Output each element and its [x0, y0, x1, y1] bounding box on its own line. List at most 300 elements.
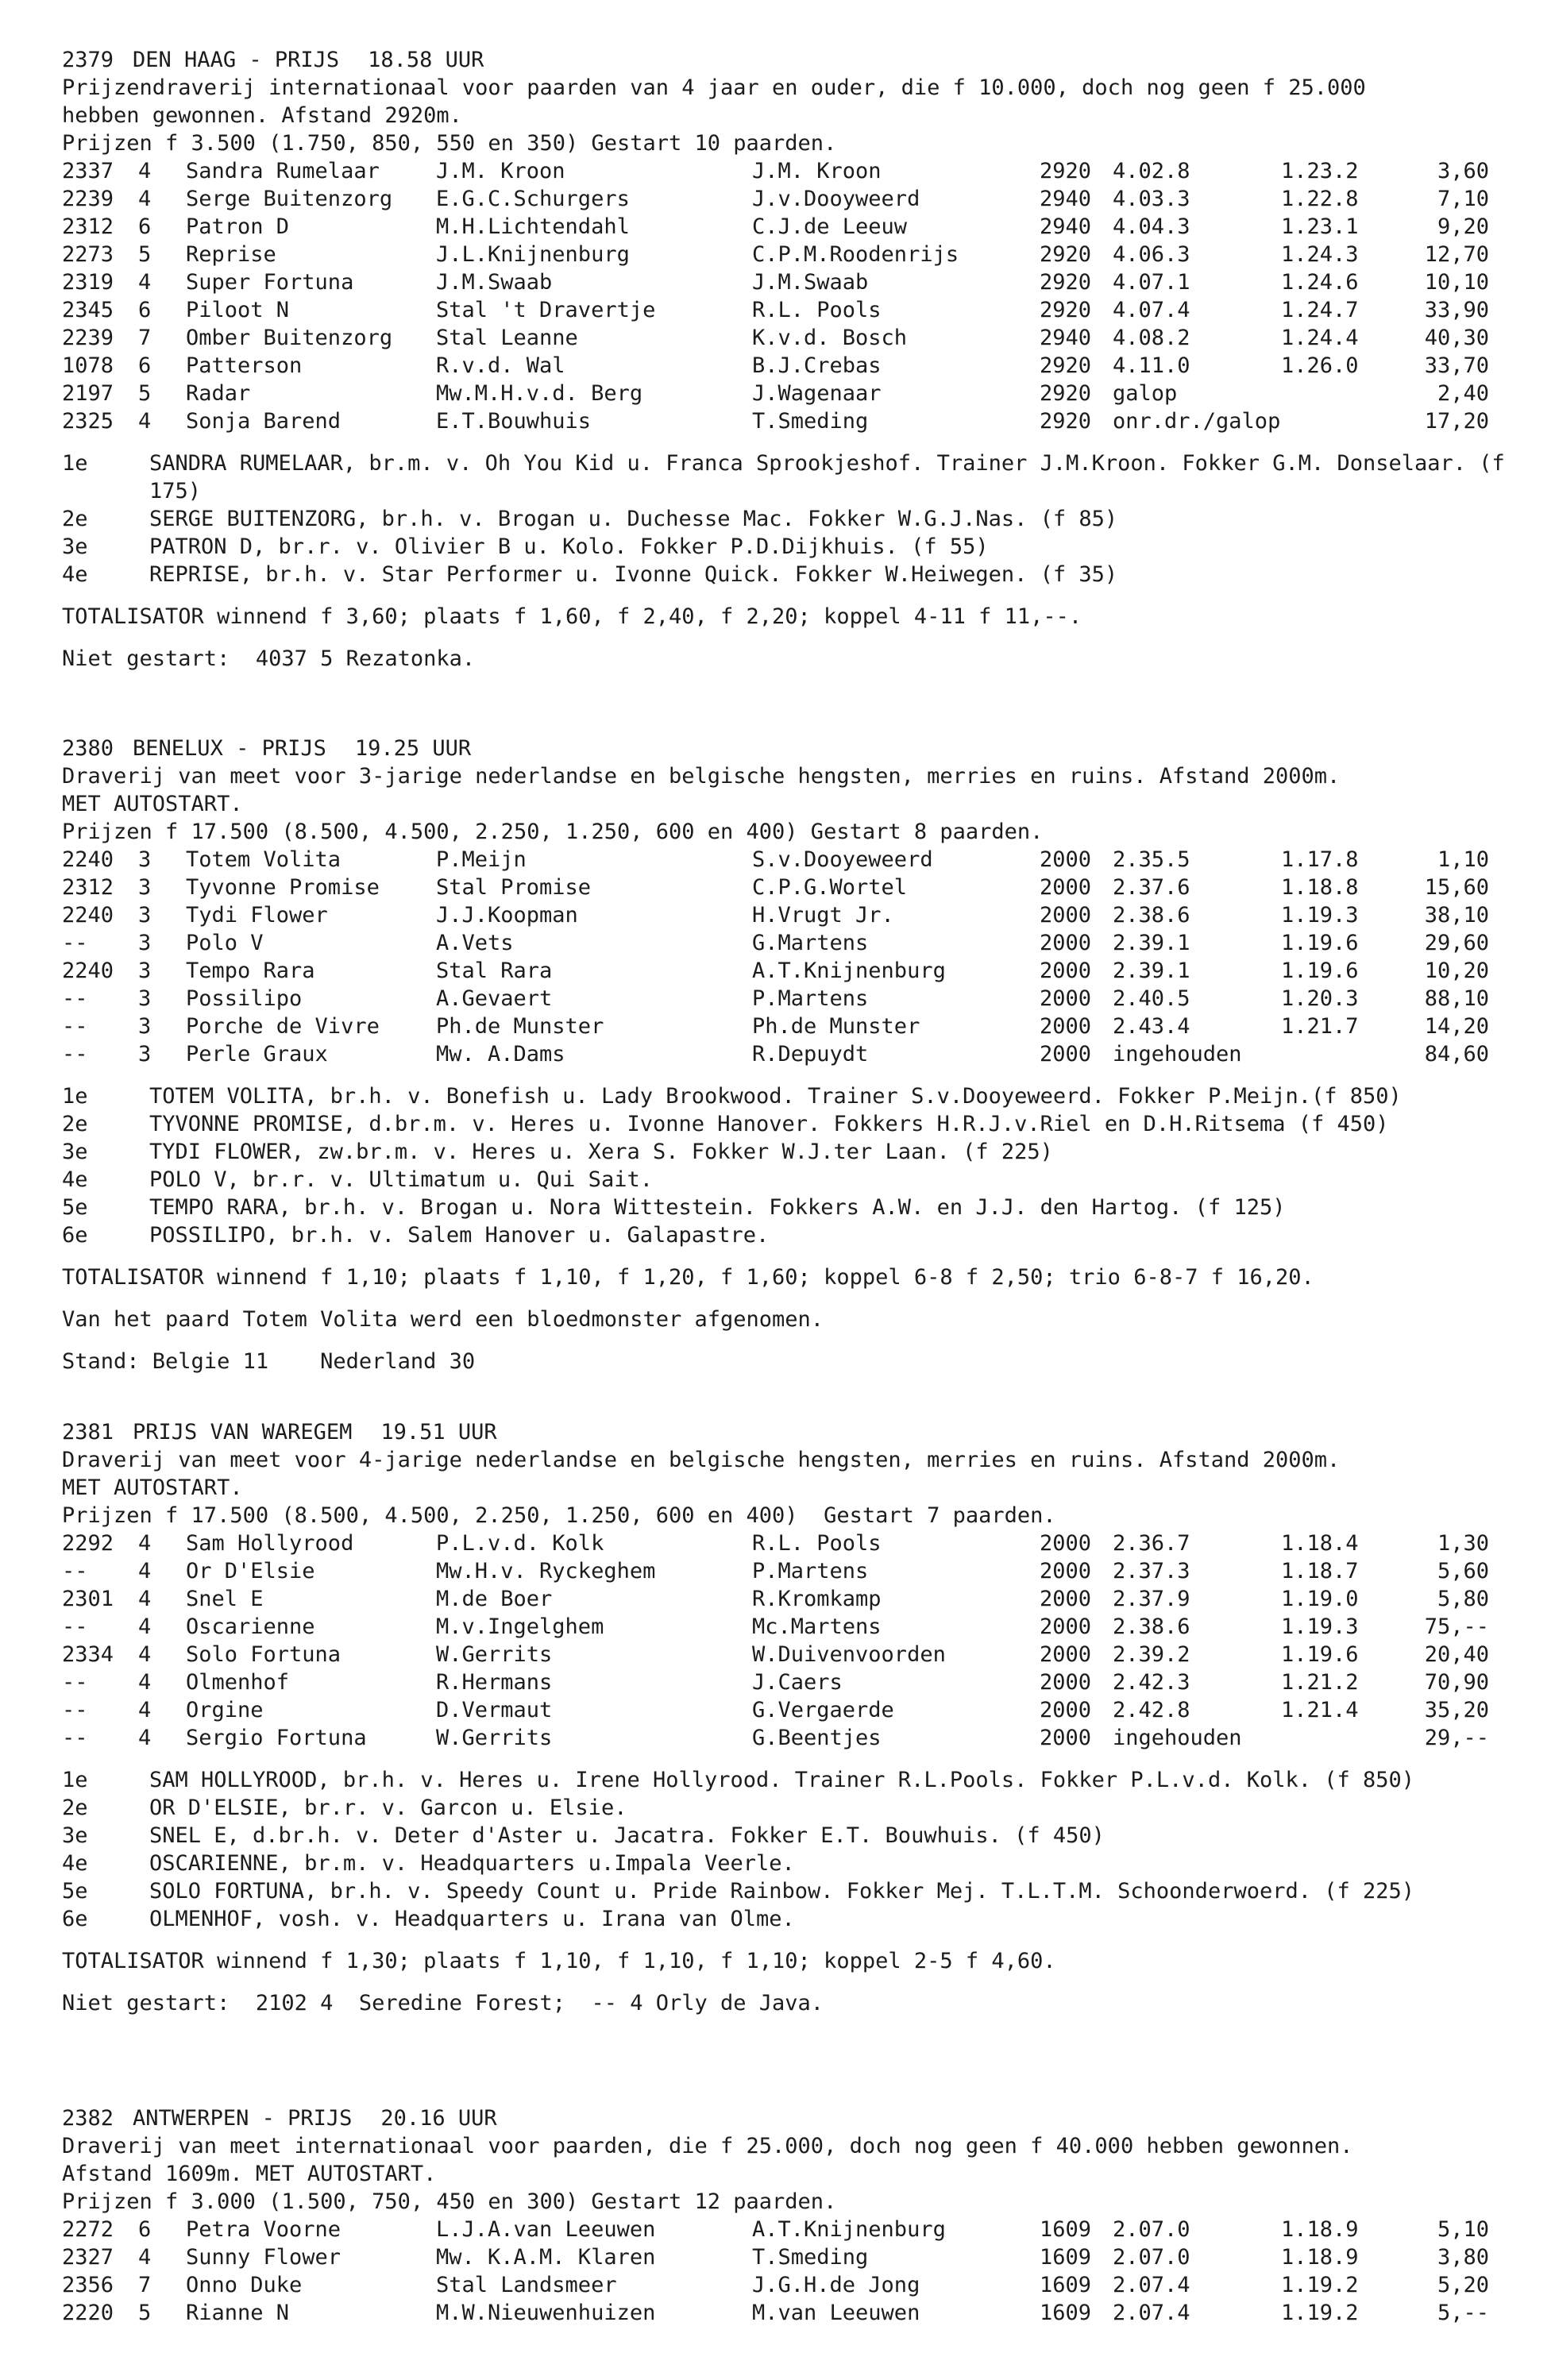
cell-owner: D.Vermaut — [436, 1698, 553, 1722]
cell-dist: 2920 — [1040, 409, 1092, 434]
placing-position: 6e — [62, 1907, 88, 1931]
table-row — [62, 846, 1489, 874]
race-prizes: Prijzen f 3.000 (1.500, 750, 450 en 300) Gestart 12 paarden. — [62, 2189, 837, 2214]
cell-age: 7 — [138, 326, 152, 350]
table-row — [62, 185, 1489, 213]
cell-owner: Stal Landsmeer — [436, 2273, 617, 2297]
race-section — [62, 2104, 1507, 2327]
placing-position: 6e — [62, 1223, 88, 1248]
cell-driver: P.Martens — [752, 986, 869, 1011]
cell-ref: 2197 — [62, 381, 114, 406]
cell-owner: P.Meijn — [436, 847, 527, 872]
cell-driver: J.Wagenaar — [752, 381, 882, 406]
cell-odds: 88,10 — [1424, 986, 1489, 1011]
cell-dist: 2000 — [1040, 1559, 1092, 1583]
race-name: BENELUX - PRIJS — [133, 736, 326, 761]
table-row — [62, 157, 1489, 185]
cell-owner: A.Gevaert — [436, 986, 553, 1011]
cell-owner: W.Gerrits — [436, 1726, 553, 1750]
cell-driver: J.M.Swaab — [752, 270, 869, 295]
race-number: 2381 — [62, 1420, 114, 1445]
cell-owner: Stal Rara — [436, 959, 553, 983]
cell-ref: 2273 — [62, 242, 114, 267]
cell-time: 2.07.4 — [1113, 2301, 1190, 2325]
cell-driver: C.P.G.Wortel — [752, 875, 908, 900]
cell-odds: 5,-- — [1437, 2301, 1489, 2325]
placing-item — [62, 1877, 1507, 1905]
cell-age: 3 — [138, 903, 152, 928]
table-row — [62, 2243, 1489, 2271]
cell-owner: J.J.Koopman — [436, 903, 578, 928]
table-row — [62, 241, 1489, 268]
placing-position: 2e — [62, 507, 88, 531]
cell-horse: Sonja Barend — [186, 409, 341, 434]
cell-driver: Mc.Martens — [752, 1614, 882, 1639]
cell-age: 6 — [138, 353, 152, 378]
cell-driver: B.J.Crebas — [752, 353, 882, 378]
cell-km: 1.19.0 — [1281, 1587, 1359, 1611]
placing-position: 1e — [62, 1084, 88, 1109]
cell-ref: 2301 — [62, 1587, 114, 1611]
cell-odds: 10,10 — [1424, 270, 1489, 295]
table-row — [62, 1557, 1489, 1585]
placing-text: TYDI FLOWER, zw.br.m. v. Heres u. Xera S. Fokker W.J.ter Laan. (f 225) — [149, 1140, 1053, 1164]
cell-dist: 2920 — [1040, 159, 1092, 183]
cell-km: 1.26.0 — [1281, 353, 1359, 378]
placing-text: POSSILIPO, br.h. v. Salem Hanover u. Galapastre. — [149, 1223, 770, 1248]
cell-owner: R.Hermans — [436, 1670, 553, 1695]
race-name: ANTWERPEN - PRIJS — [133, 2106, 353, 2131]
cell-dist: 2000 — [1040, 1726, 1092, 1750]
cell-horse: Snel E — [186, 1587, 264, 1611]
cell-time: 4.08.2 — [1113, 326, 1190, 350]
results-table — [62, 846, 1489, 1068]
cell-km: 1.24.7 — [1281, 298, 1359, 322]
cell-owner: R.v.d. Wal — [436, 353, 565, 378]
placing-position: 2e — [62, 1112, 88, 1136]
cell-km — [1281, 1724, 1370, 1752]
cell-dist: 2000 — [1040, 875, 1092, 900]
table-row — [62, 1696, 1489, 1724]
cell-km: 1.17.8 — [1281, 847, 1359, 872]
race-note: TOTALISATOR winnend f 3,60; plaats f 1,60, f 2,40, f 2,20; koppel 4-11 f 11,--. — [62, 604, 1082, 629]
cell-time: 2.39.1 — [1113, 931, 1190, 955]
placing-item — [62, 1850, 1507, 1877]
placing-text: POLO V, br.r. v. Ultimatum u. Qui Sait. — [149, 1167, 653, 1192]
race-note: Niet gestart: 2102 4 Seredine Forest; -- 4 Orly de Java. — [62, 1991, 824, 2015]
cell-age: 5 — [138, 2301, 152, 2325]
cell-ref: -- — [62, 931, 88, 955]
placing-item — [62, 1822, 1507, 1850]
cell-time: 2.37.9 — [1113, 1587, 1190, 1611]
cell-owner: Mw. A.Dams — [436, 1042, 565, 1067]
cell-driver: Ph.de Munster — [752, 1014, 920, 1039]
cell-ref: -- — [62, 1014, 88, 1039]
cell-age: 4 — [138, 1587, 152, 1611]
cell-age: 3 — [138, 1042, 152, 1067]
table-row — [62, 1529, 1489, 1557]
cell-owner: Ph.de Munster — [436, 1014, 604, 1039]
cell-owner: Stal 't Dravertje — [436, 298, 656, 322]
cell-driver: R.Depuydt — [752, 1042, 869, 1067]
race-description: hebben gewonnen. Afstand 2920m. — [62, 103, 462, 128]
cell-dist: 2920 — [1040, 381, 1092, 406]
cell-time: ingehouden — [1113, 1042, 1242, 1067]
placing-position: 3e — [62, 1140, 88, 1164]
placing-item — [62, 1221, 1507, 1249]
cell-driver: T.Smeding — [752, 2245, 869, 2270]
cell-odds: 10,20 — [1424, 959, 1489, 983]
cell-horse: Patron D — [186, 214, 290, 239]
cell-horse: Oscarienne — [186, 1614, 315, 1639]
cell-km — [1281, 407, 1370, 435]
table-row — [62, 2216, 1489, 2243]
cell-dist: 2940 — [1040, 187, 1092, 211]
placing-text: OR D'ELSIE, br.r. v. Garcon u. Elsie. — [149, 1796, 627, 1820]
cell-km — [1281, 380, 1370, 407]
cell-km: 1.19.3 — [1281, 903, 1359, 928]
cell-driver: R.L. Pools — [752, 298, 882, 322]
cell-km: 1.18.7 — [1281, 1559, 1359, 1583]
cell-time: 2.43.4 — [1113, 1014, 1190, 1039]
cell-age: 4 — [138, 1559, 152, 1583]
cell-age: 3 — [138, 875, 152, 900]
cell-horse: Olmenhof — [186, 1670, 290, 1695]
cell-dist: 1609 — [1040, 2217, 1092, 2242]
cell-dist: 2000 — [1040, 1698, 1092, 1722]
cell-odds: 2,40 — [1437, 381, 1489, 406]
cell-horse: Rianne N — [186, 2301, 290, 2325]
cell-ref: 2356 — [62, 2273, 114, 2297]
cell-ref: -- — [62, 986, 88, 1011]
cell-driver: P.Martens — [752, 1559, 869, 1583]
cell-driver: J.v.Dooyweerd — [752, 187, 920, 211]
cell-driver: J.Caers — [752, 1670, 843, 1695]
cell-owner: Mw.H.v. Ryckeghem — [436, 1559, 656, 1583]
race-description: Draverij van meet voor 3-jarige nederlandse en belgische hengsten, merries en ruins. Afstand 2000m. — [62, 764, 1341, 789]
cell-age: 5 — [138, 381, 152, 406]
race-header — [62, 2104, 1507, 2132]
cell-odds: 20,40 — [1424, 1642, 1489, 1667]
race-note: Van het paard Totem Volita werd een bloedmonster afgenomen. — [62, 1307, 824, 1332]
cell-owner: Mw.M.H.v.d. Berg — [436, 381, 643, 406]
cell-driver: R.Kromkamp — [752, 1587, 882, 1611]
cell-age: 3 — [138, 986, 152, 1011]
cell-dist: 1609 — [1040, 2273, 1092, 2297]
cell-owner: Stal Promise — [436, 875, 592, 900]
cell-odds: 3,60 — [1437, 159, 1489, 183]
placing-position: 3e — [62, 1823, 88, 1848]
cell-km: 1.19.2 — [1281, 2273, 1359, 2297]
cell-time: galop — [1113, 381, 1178, 406]
cell-horse: Super Fortuna — [186, 270, 354, 295]
cell-time: 4.03.3 — [1113, 187, 1190, 211]
table-row — [62, 407, 1489, 435]
table-row — [62, 324, 1489, 352]
placing-item — [62, 1138, 1507, 1166]
table-row — [62, 1585, 1489, 1613]
race-description: MET AUTOSTART. — [62, 792, 243, 816]
cell-horse: Orgine — [186, 1698, 264, 1722]
cell-odds: 14,20 — [1424, 1014, 1489, 1039]
cell-driver: S.v.Dooyeweerd — [752, 847, 933, 872]
race-section — [62, 1418, 1507, 2017]
cell-ref: 2239 — [62, 326, 114, 350]
cell-driver: A.T.Knijnenburg — [752, 2217, 946, 2242]
cell-ref: 2239 — [62, 187, 114, 211]
cell-horse: Or D'Elsie — [186, 1559, 315, 1583]
table-row — [62, 1724, 1489, 1752]
cell-age: 4 — [138, 1670, 152, 1695]
race-header — [62, 1418, 1507, 1446]
cell-ref: -- — [62, 1698, 88, 1722]
cell-km: 1.21.7 — [1281, 1014, 1359, 1039]
table-row — [62, 296, 1489, 324]
table-row — [62, 213, 1489, 241]
cell-dist: 2000 — [1040, 1014, 1092, 1039]
race-note: TOTALISATOR winnend f 1,10; plaats f 1,10, f 1,20, f 1,60; koppel 6-8 f 2,50; trio 6-8-7 f 16,20. — [62, 1265, 1314, 1290]
cell-driver: H.Vrugt Jr. — [752, 903, 894, 928]
cell-odds: 5,10 — [1437, 2217, 1489, 2242]
cell-odds: 17,20 — [1424, 409, 1489, 434]
placing-item — [62, 561, 1507, 588]
race-note: Niet gestart: 4037 5 Rezatonka. — [62, 646, 476, 671]
placing-item — [62, 505, 1507, 533]
cell-age: 4 — [138, 270, 152, 295]
cell-dist: 2000 — [1040, 1587, 1092, 1611]
race-header — [62, 735, 1507, 762]
cell-horse: Porche de Vivre — [186, 1014, 380, 1039]
cell-dist: 2940 — [1040, 214, 1092, 239]
cell-odds: 7,10 — [1437, 187, 1489, 211]
cell-ref: 2319 — [62, 270, 114, 295]
placing-text: OLMENHOF, vosh. v. Headquarters u. Irana van Olme. — [149, 1907, 795, 1931]
cell-ref: 2240 — [62, 847, 114, 872]
cell-km: 1.22.8 — [1281, 187, 1359, 211]
cell-ref: 2325 — [62, 409, 114, 434]
placing-text: SNEL E, d.br.h. v. Deter d'Aster u. Jacatra. Fokker E.T. Bouwhuis. (f 450) — [149, 1823, 1105, 1848]
cell-owner: A.Vets — [436, 931, 514, 955]
cell-driver: C.J.de Leeuw — [752, 214, 908, 239]
table-row — [62, 380, 1489, 407]
cell-horse: Totem Volita — [186, 847, 341, 872]
cell-owner: J.M.Swaab — [436, 270, 553, 295]
cell-driver: C.P.M.Roodenrijs — [752, 242, 959, 267]
cell-owner: E.G.C.Schurgers — [436, 187, 630, 211]
cell-owner: M.H.Lichtendahl — [436, 214, 630, 239]
cell-owner: J.L.Knijnenburg — [436, 242, 630, 267]
cell-time: onr.dr./galop — [1113, 409, 1281, 434]
cell-ref: 2240 — [62, 903, 114, 928]
cell-time: 2.37.6 — [1113, 875, 1190, 900]
cell-dist: 1609 — [1040, 2301, 1092, 2325]
cell-horse: Tydi Flower — [186, 903, 328, 928]
cell-driver: J.G.H.de Jong — [752, 2273, 920, 2297]
cell-odds: 15,60 — [1424, 875, 1489, 900]
placing-item — [62, 1766, 1507, 1794]
cell-odds: 84,60 — [1424, 1042, 1489, 1067]
placing-text: TYVONNE PROMISE, d.br.m. v. Heres u. Ivonne Hanover. Fokkers H.R.J.v.Riel en D.H.Ritsema (f 450) — [149, 1112, 1389, 1136]
placing-text: SAM HOLLYROOD, br.h. v. Heres u. Irene Hollyrood. Trainer R.L.Pools. Fokker P.L.v.d. Kolk. (f 850) — [149, 1768, 1415, 1792]
cell-dist: 2000 — [1040, 1531, 1092, 1556]
cell-dist: 2000 — [1040, 1670, 1092, 1695]
cell-odds: 5,20 — [1437, 2273, 1489, 2297]
cell-km: 1.19.6 — [1281, 931, 1359, 955]
race-section — [62, 735, 1507, 1375]
cell-age: 3 — [138, 931, 152, 955]
results-table — [62, 157, 1489, 435]
results-table — [62, 1529, 1489, 1752]
cell-driver: G.Martens — [752, 931, 869, 955]
cell-ref: 2312 — [62, 214, 114, 239]
cell-horse: Omber Buitenzorg — [186, 326, 393, 350]
cell-dist: 2000 — [1040, 1642, 1092, 1667]
race-description: Prijzendraverij internationaal voor paarden van 4 jaar en ouder, die f 10.000, doch nog geen f 25.000 — [62, 75, 1366, 100]
cell-ref: -- — [62, 1559, 88, 1583]
cell-km: 1.19.3 — [1281, 1614, 1359, 1639]
cell-horse: Solo Fortuna — [186, 1642, 341, 1667]
cell-ref: 2345 — [62, 298, 114, 322]
cell-ref: 2292 — [62, 1531, 114, 1556]
cell-km: 1.18.8 — [1281, 875, 1359, 900]
cell-horse: Reprise — [186, 242, 276, 267]
cell-dist: 2000 — [1040, 959, 1092, 983]
cell-horse: Sunny Flower — [186, 2245, 341, 2270]
cell-km: 1.18.9 — [1281, 2217, 1359, 2242]
placing-item — [62, 1166, 1507, 1194]
cell-horse: Patterson — [186, 353, 303, 378]
cell-odds: 1,30 — [1437, 1531, 1489, 1556]
cell-odds: 33,90 — [1424, 298, 1489, 322]
cell-horse: Sergio Fortuna — [186, 1726, 367, 1750]
cell-time: 4.11.0 — [1113, 353, 1190, 378]
cell-owner: E.T.Bouwhuis — [436, 409, 592, 434]
cell-odds: 3,80 — [1437, 2245, 1489, 2270]
cell-ref: 2327 — [62, 2245, 114, 2270]
cell-driver: K.v.d. Bosch — [752, 326, 908, 350]
cell-driver: T.Smeding — [752, 409, 869, 434]
cell-time: 2.35.5 — [1113, 847, 1190, 872]
race-number: 2382 — [62, 2106, 114, 2131]
race-description: Draverij van meet internationaal voor paarden, die f 25.000, doch nog geen f 40.000 hebben gewonnen. — [62, 2134, 1353, 2158]
cell-odds: 70,90 — [1424, 1670, 1489, 1695]
cell-age: 6 — [138, 214, 152, 239]
table-row — [62, 901, 1489, 929]
placing-position: 4e — [62, 1167, 88, 1192]
placing-position: 5e — [62, 1879, 88, 1904]
table-row — [62, 1668, 1489, 1696]
cell-age: 3 — [138, 847, 152, 872]
cell-horse: Tyvonne Promise — [186, 875, 380, 900]
cell-age: 4 — [138, 1614, 152, 1639]
cell-horse: Perle Graux — [186, 1042, 328, 1067]
cell-time: 4.04.3 — [1113, 214, 1190, 239]
cell-ref: -- — [62, 1042, 88, 1067]
race-description: MET AUTOSTART. — [62, 1475, 243, 1500]
cell-owner: Mw. K.A.M. Klaren — [436, 2245, 656, 2270]
cell-km — [1281, 1040, 1370, 1068]
cell-time: 2.07.0 — [1113, 2217, 1190, 2242]
placing-position: 2e — [62, 1796, 88, 1820]
placing-position: 4e — [62, 1851, 88, 1876]
cell-age: 5 — [138, 242, 152, 267]
table-row — [62, 985, 1489, 1013]
cell-owner: M.W.Nieuwenhuizen — [436, 2301, 656, 2325]
table-row — [62, 2299, 1489, 2327]
race-description: Draverij van meet voor 4-jarige nederlandse en belgische hengsten, merries en ruins. Afstand 2000m. — [62, 1448, 1341, 1472]
cell-time: ingehouden — [1113, 1726, 1242, 1750]
table-row — [62, 1013, 1489, 1040]
cell-odds: 5,80 — [1437, 1587, 1489, 1611]
cell-dist: 2000 — [1040, 1042, 1092, 1067]
cell-horse: Onno Duke — [186, 2273, 303, 2297]
cell-age: 4 — [138, 1698, 152, 1722]
race-note: Stand: Belgie 11 Nederland 30 — [62, 1349, 476, 1374]
placing-position: 4e — [62, 562, 88, 587]
cell-time: 4.07.1 — [1113, 270, 1190, 295]
cell-driver: W.Duivenvoorden — [752, 1642, 946, 1667]
placing-position: 3e — [62, 534, 88, 559]
cell-owner: Stal Leanne — [436, 326, 578, 350]
cell-ref: 2312 — [62, 875, 114, 900]
cell-age: 4 — [138, 1642, 152, 1667]
placing-position: 5e — [62, 1195, 88, 1220]
cell-odds: 38,10 — [1424, 903, 1489, 928]
cell-odds: 35,20 — [1424, 1698, 1489, 1722]
table-row — [62, 1613, 1489, 1641]
cell-age: 3 — [138, 1014, 152, 1039]
cell-km: 1.19.6 — [1281, 1642, 1359, 1667]
placing-text: TOTEM VOLITA, br.h. v. Bonefish u. Lady Brookwood. Trainer S.v.Dooyeweerd. Fokker P.Meijn.(f 850) — [149, 1084, 1402, 1109]
cell-km: 1.24.4 — [1281, 326, 1359, 350]
cell-km: 1.24.3 — [1281, 242, 1359, 267]
cell-horse: Piloot N — [186, 298, 290, 322]
placing-position: 1e — [62, 1768, 88, 1792]
cell-time: 2.07.4 — [1113, 2273, 1190, 2297]
cell-driver: J.M. Kroon — [752, 159, 882, 183]
race-name: PRIJS VAN WAREGEM — [133, 1420, 353, 1445]
placing-item — [62, 1905, 1507, 1933]
cell-age: 3 — [138, 959, 152, 983]
cell-time: 2.39.1 — [1113, 959, 1190, 983]
cell-age: 4 — [138, 2245, 152, 2270]
placing-item — [62, 533, 1507, 561]
table-row — [62, 2271, 1489, 2299]
cell-dist: 2000 — [1040, 847, 1092, 872]
cell-time: 2.42.8 — [1113, 1698, 1190, 1722]
cell-odds: 1,10 — [1437, 847, 1489, 872]
placing-text: SANDRA RUMELAAR, br.m. v. Oh You Kid u. Franca Sprookjeshof. Trainer J.M.Kroon. Fokker G.M. Donselaar. (f 175) — [149, 451, 1518, 503]
placing-item — [62, 1110, 1507, 1138]
table-row — [62, 1641, 1489, 1668]
cell-odds: 29,-- — [1424, 1726, 1489, 1750]
cell-km: 1.19.6 — [1281, 959, 1359, 983]
cell-time: 4.06.3 — [1113, 242, 1190, 267]
cell-driver: R.L. Pools — [752, 1531, 882, 1556]
race-prizes: Prijzen f 17.500 (8.500, 4.500, 2.250, 1.250, 600 en 400) Gestart 8 paarden. — [62, 820, 1044, 844]
cell-driver: A.T.Knijnenburg — [752, 959, 946, 983]
cell-odds: 75,-- — [1424, 1614, 1489, 1639]
cell-owner: L.J.A.van Leeuwen — [436, 2217, 656, 2242]
cell-owner: M.v.Ingelghem — [436, 1614, 604, 1639]
cell-time: 4.07.4 — [1113, 298, 1190, 322]
cell-ref: -- — [62, 1670, 88, 1695]
cell-ref: 1078 — [62, 353, 114, 378]
cell-time: 4.02.8 — [1113, 159, 1190, 183]
cell-odds: 12,70 — [1424, 242, 1489, 267]
cell-odds: 29,60 — [1424, 931, 1489, 955]
race-time: 20.16 UUR — [380, 2106, 497, 2131]
